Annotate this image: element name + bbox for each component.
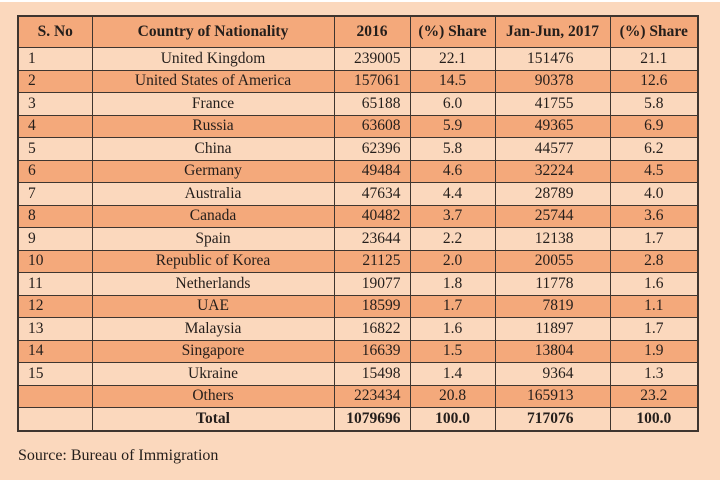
cell-serial-number: 13 [18, 318, 92, 341]
cell-country: United Kingdom [92, 48, 334, 71]
cell-2016-value: 49484 [334, 160, 410, 183]
cell-country: Canada [92, 205, 334, 228]
cell-2016-share: 20.8 [410, 385, 495, 408]
cell-2016-share: 14.5 [410, 70, 495, 93]
cell-serial-number: 8 [18, 205, 92, 228]
cell-2016-value: 21125 [334, 250, 410, 273]
page-top-edge [0, 0, 720, 2]
table-row [18, 93, 698, 116]
cell-2016-share: 1.8 [410, 273, 495, 296]
cell-2017-share: 100.0 [610, 408, 698, 431]
cell-2017-share: 1.9 [610, 340, 698, 363]
cell-serial-number [18, 408, 92, 431]
cell-2016-value: 16822 [334, 318, 410, 341]
cell-serial-number: 15 [18, 363, 92, 386]
cell-country: Germany [92, 160, 334, 183]
cell-2016-share: 4.6 [410, 160, 495, 183]
cell-jan-jun-2017: 9364 [495, 363, 610, 386]
header-country: Country of Nationality [92, 16, 334, 48]
cell-country: Others [92, 385, 334, 408]
table-row [18, 363, 698, 386]
cell-2016-value: 18599 [334, 295, 410, 318]
table-row [18, 295, 698, 318]
table-header [18, 16, 698, 48]
cell-2017-share: 6.9 [610, 115, 698, 138]
cell-2016-share: 100.0 [410, 408, 495, 431]
cell-2016-share: 1.6 [410, 318, 495, 341]
cell-country: UAE [92, 295, 334, 318]
cell-2017-share: 1.3 [610, 363, 698, 386]
cell-2017-share: 2.8 [610, 250, 698, 273]
table-row [18, 183, 698, 206]
cell-2016-share: 22.1 [410, 48, 495, 71]
table-row [18, 115, 698, 138]
cell-country: Republic of Korea [92, 250, 334, 273]
cell-2017-share: 4.5 [610, 160, 698, 183]
table-row [18, 70, 698, 93]
table-header-row [18, 16, 698, 48]
nationality-arrivals-table [17, 15, 699, 432]
cell-2016-share: 6.0 [410, 93, 495, 116]
cell-jan-jun-2017: 20055 [495, 250, 610, 273]
cell-serial-number: 6 [18, 160, 92, 183]
cell-jan-jun-2017: 41755 [495, 93, 610, 116]
cell-2017-share: 4.0 [610, 183, 698, 206]
cell-serial-number: 5 [18, 138, 92, 161]
table-row [18, 318, 698, 341]
cell-serial-number: 9 [18, 228, 92, 251]
cell-2016-value: 15498 [334, 363, 410, 386]
cell-2016-value: 19077 [334, 273, 410, 296]
cell-2016-value: 65188 [334, 93, 410, 116]
cell-country: Russia [92, 115, 334, 138]
cell-2017-share: 3.6 [610, 205, 698, 228]
header-2016: 2016 [334, 16, 410, 48]
cell-jan-jun-2017: 90378 [495, 70, 610, 93]
cell-serial-number: 1 [18, 48, 92, 71]
cell-country: France [92, 93, 334, 116]
cell-2016-share: 1.4 [410, 363, 495, 386]
cell-2017-share: 21.1 [610, 48, 698, 71]
source-note: Source: Bureau of Immigration [18, 447, 219, 464]
cell-2017-share: 1.6 [610, 273, 698, 296]
cell-country: China [92, 138, 334, 161]
cell-jan-jun-2017: 49365 [495, 115, 610, 138]
cell-jan-jun-2017: 12138 [495, 228, 610, 251]
cell-serial-number: 3 [18, 93, 92, 116]
cell-2017-share: 5.8 [610, 93, 698, 116]
table-row [18, 250, 698, 273]
cell-jan-jun-2017: 13804 [495, 340, 610, 363]
cell-2016-share: 2.2 [410, 228, 495, 251]
header-jan-jun-2017: Jan-Jun, 2017 [495, 16, 610, 48]
table-row [18, 385, 698, 408]
cell-2017-share: 6.2 [610, 138, 698, 161]
cell-country: Singapore [92, 340, 334, 363]
cell-2016-share: 1.5 [410, 340, 495, 363]
cell-jan-jun-2017: 11897 [495, 318, 610, 341]
cell-jan-jun-2017: 11778 [495, 273, 610, 296]
cell-2016-value: 63608 [334, 115, 410, 138]
header-serial-number: S. No [18, 16, 92, 48]
cell-2016-share: 1.7 [410, 295, 495, 318]
cell-2017-share: 1.1 [610, 295, 698, 318]
cell-jan-jun-2017: 7819 [495, 295, 610, 318]
table-row [18, 340, 698, 363]
cell-jan-jun-2017: 28789 [495, 183, 610, 206]
cell-2016-share: 4.4 [410, 183, 495, 206]
cell-jan-jun-2017: 44577 [495, 138, 610, 161]
cell-country: Spain [92, 228, 334, 251]
cell-serial-number: 7 [18, 183, 92, 206]
cell-2017-share: 1.7 [610, 228, 698, 251]
cell-jan-jun-2017: 32224 [495, 160, 610, 183]
cell-serial-number: 11 [18, 273, 92, 296]
cell-country: United States of America [92, 70, 334, 93]
cell-2016-share: 3.7 [410, 205, 495, 228]
cell-country: Australia [92, 183, 334, 206]
cell-jan-jun-2017: 151476 [495, 48, 610, 71]
cell-country: Netherlands [92, 273, 334, 296]
cell-2016-value: 1079696 [334, 408, 410, 431]
cell-serial-number: 4 [18, 115, 92, 138]
table-row [18, 408, 698, 431]
table-row [18, 273, 698, 296]
cell-2016-share: 5.9 [410, 115, 495, 138]
cell-jan-jun-2017: 165913 [495, 385, 610, 408]
cell-2016-value: 16639 [334, 340, 410, 363]
cell-2016-value: 23644 [334, 228, 410, 251]
cell-2016-share: 2.0 [410, 250, 495, 273]
table-row [18, 205, 698, 228]
cell-2016-value: 157061 [334, 70, 410, 93]
cell-2016-value: 47634 [334, 183, 410, 206]
cell-serial-number [18, 385, 92, 408]
cell-2017-share: 23.2 [610, 385, 698, 408]
header-2016-share: (%) Share [410, 16, 495, 48]
cell-2016-share: 5.8 [410, 138, 495, 161]
cell-country: Total [92, 408, 334, 431]
cell-jan-jun-2017: 717076 [495, 408, 610, 431]
cell-jan-jun-2017: 25744 [495, 205, 610, 228]
cell-country: Malaysia [92, 318, 334, 341]
cell-serial-number: 12 [18, 295, 92, 318]
cell-country: Ukraine [92, 363, 334, 386]
cell-2016-value: 223434 [334, 385, 410, 408]
cell-serial-number: 2 [18, 70, 92, 93]
cell-serial-number: 10 [18, 250, 92, 273]
cell-2017-share: 1.7 [610, 318, 698, 341]
cell-2016-value: 62396 [334, 138, 410, 161]
table-row [18, 228, 698, 251]
cell-2016-value: 40482 [334, 205, 410, 228]
header-2017-share: (%) Share [610, 16, 698, 48]
cell-2016-value: 239005 [334, 48, 410, 71]
table-row [18, 160, 698, 183]
cell-serial-number: 14 [18, 340, 92, 363]
table-row [18, 48, 698, 71]
table-body [18, 48, 698, 431]
cell-2017-share: 12.6 [610, 70, 698, 93]
table-row [18, 138, 698, 161]
